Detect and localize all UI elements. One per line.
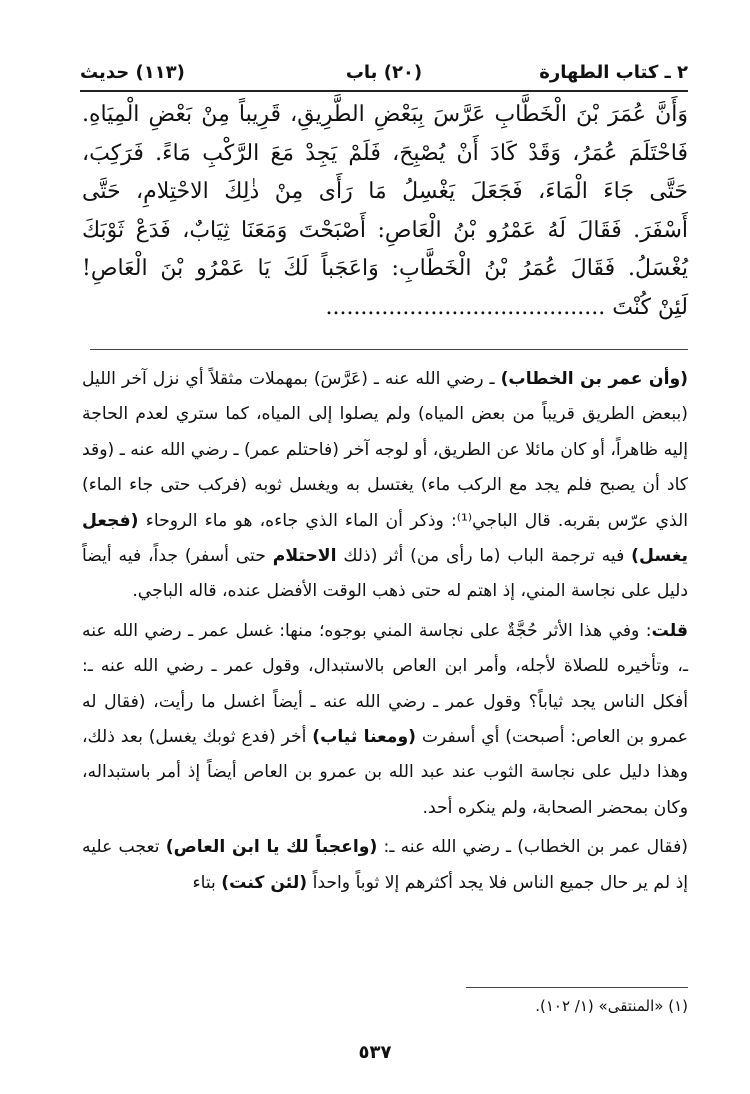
hadith-line: فَاحْتَلَمَ عُمَرُ، وَقَدْ كَادَ أَنْ يُصْبِحَ، فَلَمْ يَجِدْ مَعَ الرَّكْبِ مَاءً. فَرَكِبَ، (82, 140, 688, 166)
header-chapter: (٢٠) باب (345, 61, 423, 83)
commentary-lemma: (فجعل يغسل) (82, 510, 688, 567)
commentary-text: بتاء (192, 872, 222, 893)
hadith-line-fragment: لَئِنْ كُنْتَ (612, 294, 688, 320)
footnote-divider (466, 987, 688, 988)
hadith-text (82, 96, 688, 327)
page-number: ٥٣٧ (358, 1042, 392, 1063)
commentary-lemma: (لئن كنت) (221, 872, 308, 893)
commentary-paragraph (82, 362, 688, 610)
commentary-text: تعجب عليه إذ لم ير حال جميع الناس فلا يجد أكثرهم إلا ثوباً واحداً (82, 837, 688, 893)
footnote-ref: ⁽¹⁾ (456, 510, 473, 531)
commentary-lemma: الاحتلام (272, 546, 337, 567)
commentary-paragraph (82, 830, 688, 901)
commentary-lemma: (واعجباً لك يا ابن العاص) (165, 837, 378, 858)
commentary-lemma: (وأن عمر بن الخطاب) (500, 369, 689, 389)
commentary-text: أخر (فدع ثوبك يغسل) بعد ذلك، وهذا دليل على نجاسة الثوب عند عبد الله بن عمرو بن العاص أيضاً إذ أمر باستبداله، وكان بمحضر الصحابة، ولم ينكره أحد. (82, 727, 688, 818)
footnote: (١) «المنتقى» (١/ ١٠٢). (535, 997, 688, 1015)
hadith-line: وَأَنَّ عُمَرَ بْنَ الْخَطَّابِ عَرَّسَ بِبَعْضِ الطَّرِيقِ، قَرِيباً مِنْ بَعْضِ الْمِيَاهِ. (82, 102, 688, 127)
header-hadith-number: (١١٣) حديث (80, 61, 185, 83)
commentary-text: : وذكر أن الماء الذي جاءه، هو ماء الروحاء (138, 510, 457, 531)
commentary-text: ـ رضي الله عنه ـ (عَرَّسَ) بمهملات مثقلاً أي نزل آخر الليل (ببعض الطريق قريباً من بعض المياه) ولم يصلوا إلى المياه، كما ستري لعدم الحاجة إليه ظاهراً، أو كان مائلا عن الطريق، أو لوجه آخر (فاحتلم عمر) ـ رضي الله عنه ـ (وقد كاد أن يصبح فلم يجد مع الركب ماء) يغتسل به ويغسل ثوبه (فركب حتى جاء الماء) الذي عرّس بقربه. قال الباجي (82, 369, 688, 531)
section-divider (90, 349, 688, 350)
hadith-line: حَتَّى جَاءَ الْمَاءَ، فَجَعَلَ يَغْسِلُ مَا رَأَى مِنْ ذٰلِكَ الاحْتِلامِ، حَتَّى (82, 179, 688, 204)
hadith-line: أَسْفَرَ. فَقَالَ لَهُ عَمْرُو بْنُ الْعَاصِ: أَصْبَحْتَ وَمَعَنَا ثِيَابٌ، فَدَعْ ثَوْبَكَ (82, 217, 688, 243)
running-header (80, 58, 688, 86)
commentary (82, 362, 688, 905)
header-book-title: ٢ ـ كتاب الطهارة (539, 61, 688, 83)
commentary-text: حتى أسفر) جداً، فيه أيضاً دليل على نجاسة المني، إذ اهتم له حتى ذهب الوقت الأفضل عنده، قاله الباجي. (82, 546, 688, 602)
continuation-dots: ........................................ (325, 294, 606, 320)
commentary-paragraph (82, 614, 688, 826)
commentary-text: فيه ترجمة الباب (ما رأى من) أثر (ذلك (336, 546, 632, 567)
header-divider (80, 90, 688, 92)
hadith-line-continued (82, 289, 688, 328)
hadith-line: يُغْسَلُ. فَقَالَ عُمَرُ بْنُ الْخَطَّابِ: وَاعَجَباً لَكَ يَا عَمْرُو بْنَ الْعَاصِ! (82, 256, 688, 281)
commentary-text: : وفي هذا الأثر حُجَّةٌ على نجاسة المني بوجوه؛ منها: غسل عمر ـ رضي الله عنه ـ، وتأخيره للصلاة لأجله، وأمر ابن العاص بالاستبدال، وقول عمر ـ رضي الله عنه ـ: أفكل الناس يجد ثياباً؟ وقول عمر ـ رضي الله عنه ـ أيضاً اغسل ما رأيت، (فقال له عمرو بن العاص: أصبحت) أي أسفرت (82, 620, 688, 748)
commentary-lemma: (ومعنا ثياب) (312, 727, 416, 748)
commentary-text: (فقال عمر بن الخطاب) ـ رضي الله عنه ـ: (377, 837, 688, 858)
commentary-lemma: قلت (651, 620, 688, 641)
